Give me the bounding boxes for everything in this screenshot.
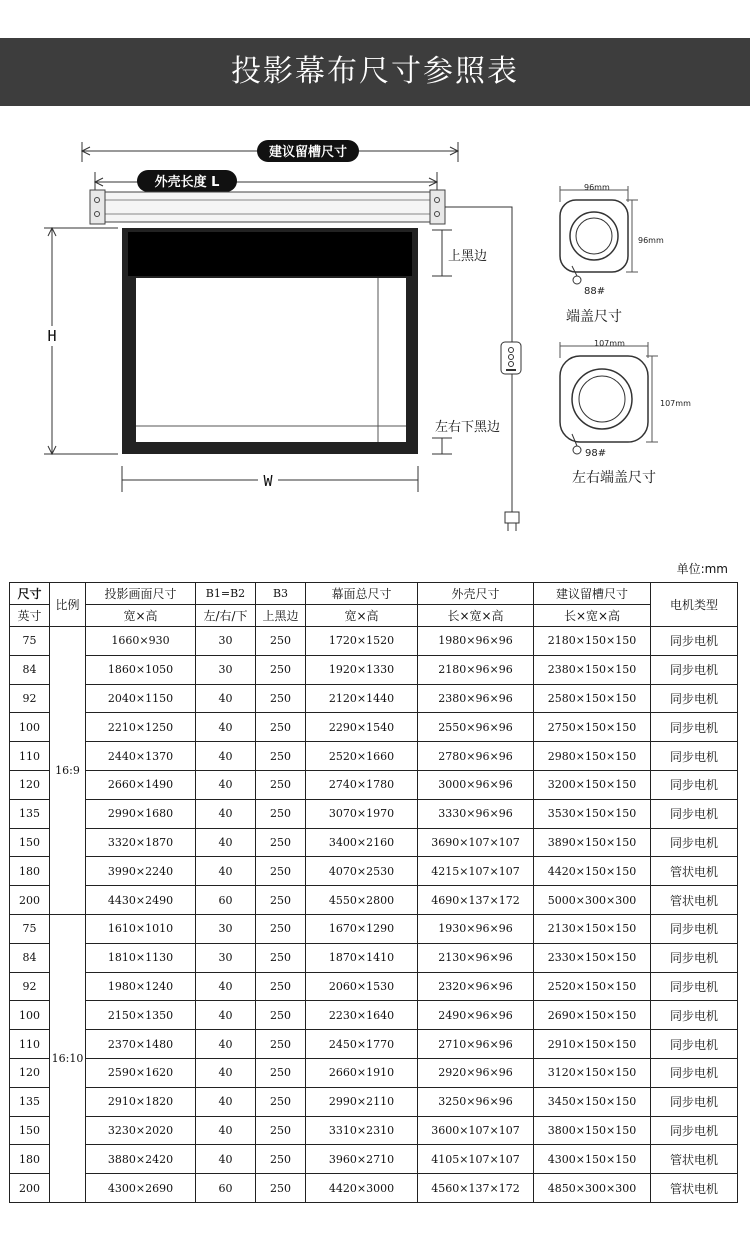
cell-motor: 同步电机 (651, 655, 738, 684)
cell-inch: 92 (10, 684, 50, 713)
cell-inch: 200 (10, 1174, 50, 1203)
cap2-label: 左右端盖尺寸 (572, 470, 656, 486)
cell-total: 2660×1910 (306, 1058, 418, 1087)
plug-icon (505, 512, 519, 531)
header-b12: B1=B2 (196, 583, 256, 605)
cell-screen: 3880×2420 (86, 1145, 196, 1174)
cell-inch: 100 (10, 713, 50, 742)
screen-size-table (9, 582, 738, 1203)
header-screen-sub: 宽×高 (86, 605, 196, 627)
slot-label: 建议留槽尺寸 (268, 145, 348, 160)
cell-housing: 2130×96×96 (418, 943, 534, 972)
cell-total: 1720×1520 (306, 627, 418, 656)
header-b12-sub: 左/右/下 (196, 605, 256, 627)
cell-inch: 100 (10, 1001, 50, 1030)
remote-controller-icon (501, 342, 521, 374)
cell-slot: 3890×150×150 (534, 828, 651, 857)
cell-b3: 250 (256, 627, 306, 656)
cap2-width-label: 107mm (594, 339, 625, 348)
cell-b3: 250 (256, 684, 306, 713)
cell-housing: 2920×96×96 (418, 1058, 534, 1087)
cell-inch: 110 (10, 1030, 50, 1059)
cell-inch: 84 (10, 655, 50, 684)
table-row (10, 828, 738, 857)
cell-total: 2120×1440 (306, 684, 418, 713)
cell-b3: 250 (256, 1145, 306, 1174)
cell-housing: 1930×96×96 (418, 914, 534, 943)
cell-screen: 2440×1370 (86, 742, 196, 771)
cell-motor: 同步电机 (651, 770, 738, 799)
cell-screen: 2910×1820 (86, 1087, 196, 1116)
table-row (10, 1058, 738, 1087)
table-row (10, 684, 738, 713)
cell-b12: 30 (196, 655, 256, 684)
header-total-sub: 宽×高 (306, 605, 418, 627)
cell-motor: 管状电机 (651, 1174, 738, 1203)
cell-slot: 2750×150×150 (534, 713, 651, 742)
cell-b3: 250 (256, 713, 306, 742)
cell-total: 2740×1780 (306, 770, 418, 799)
cell-inch: 120 (10, 770, 50, 799)
cell-total: 3400×2160 (306, 828, 418, 857)
cell-b3: 250 (256, 799, 306, 828)
cell-b3: 250 (256, 828, 306, 857)
screen-housing (90, 190, 445, 224)
cell-b12: 40 (196, 1116, 256, 1145)
table-row (10, 914, 738, 943)
cell-housing: 2710×96×96 (418, 1030, 534, 1059)
cell-slot: 4420×150×150 (534, 857, 651, 886)
table-subheader-row (10, 605, 738, 627)
cell-motor: 同步电机 (651, 713, 738, 742)
cell-housing: 3600×107×107 (418, 1116, 534, 1145)
cell-housing: 2320×96×96 (418, 972, 534, 1001)
cell-total: 2290×1540 (306, 713, 418, 742)
cell-screen: 2990×1680 (86, 799, 196, 828)
cell-b3: 250 (256, 857, 306, 886)
cell-housing: 3250×96×96 (418, 1087, 534, 1116)
cell-screen: 3320×1870 (86, 828, 196, 857)
cap2-code: 98# (585, 448, 607, 459)
table-row (10, 742, 738, 771)
cell-b12: 40 (196, 972, 256, 1001)
screen-fabric (122, 228, 418, 454)
cell-screen: 2040×1150 (86, 684, 196, 713)
header-inch: 英寸 (10, 605, 50, 627)
cell-housing: 3330×96×96 (418, 799, 534, 828)
table-row (10, 1087, 738, 1116)
cell-b3: 250 (256, 1174, 306, 1203)
cell-b12: 40 (196, 799, 256, 828)
cell-motor: 管状电机 (651, 857, 738, 886)
cell-b3: 250 (256, 1116, 306, 1145)
cell-screen: 2150×1350 (86, 1001, 196, 1030)
table-row (10, 713, 738, 742)
cell-screen: 4430×2490 (86, 886, 196, 915)
header-screen: 投影画面尺寸 (86, 583, 196, 605)
cell-inch: 75 (10, 914, 50, 943)
cell-b12: 40 (196, 857, 256, 886)
cell-housing: 1980×96×96 (418, 627, 534, 656)
cell-housing: 2780×96×96 (418, 742, 534, 771)
cell-housing: 4690×137×172 (418, 886, 534, 915)
cell-motor: 同步电机 (651, 1087, 738, 1116)
cell-b12: 40 (196, 1087, 256, 1116)
side-black-dimension (432, 438, 452, 454)
cell-slot: 3200×150×150 (534, 770, 651, 799)
cell-b3: 250 (256, 972, 306, 1001)
cell-screen: 3990×2240 (86, 857, 196, 886)
cell-inch: 84 (10, 943, 50, 972)
header-motor: 电机类型 (651, 583, 738, 627)
header-slot-sub: 长×宽×高 (534, 605, 651, 627)
cell-total: 4550×2800 (306, 886, 418, 915)
cell-slot: 5000×300×300 (534, 886, 651, 915)
cell-screen: 4300×2690 (86, 1174, 196, 1203)
cell-total: 2990×2110 (306, 1087, 418, 1116)
page-title: 投影幕布尺寸参照表 (0, 38, 750, 106)
cell-motor: 同步电机 (651, 1001, 738, 1030)
table-row (10, 627, 738, 656)
cell-total: 1870×1410 (306, 943, 418, 972)
side-black-label: 左右下黑边 (435, 420, 501, 435)
cell-slot: 2330×150×150 (534, 943, 651, 972)
cell-motor: 同步电机 (651, 799, 738, 828)
table-row (10, 943, 738, 972)
cell-b12: 60 (196, 1174, 256, 1203)
cell-housing: 2380×96×96 (418, 684, 534, 713)
header-housing-sub: 长×宽×高 (418, 605, 534, 627)
cell-inch: 150 (10, 1116, 50, 1145)
cell-motor: 同步电机 (651, 684, 738, 713)
cell-screen: 1860×1050 (86, 655, 196, 684)
cell-inch: 200 (10, 886, 50, 915)
cell-screen: 2210×1250 (86, 713, 196, 742)
cell-b12: 40 (196, 1001, 256, 1030)
table-row (10, 1116, 738, 1145)
cell-motor: 同步电机 (651, 828, 738, 857)
cell-motor: 同步电机 (651, 972, 738, 1001)
cell-total: 1670×1290 (306, 914, 418, 943)
cap1-height-label: 96mm (638, 236, 664, 245)
cell-b3: 250 (256, 1058, 306, 1087)
cell-screen: 1610×1010 (86, 914, 196, 943)
table-row (10, 1145, 738, 1174)
cell-b12: 40 (196, 713, 256, 742)
cell-inch: 150 (10, 828, 50, 857)
end-cap-88-drawing (560, 186, 638, 284)
cell-inch: 180 (10, 1145, 50, 1174)
table-row (10, 655, 738, 684)
cell-motor: 同步电机 (651, 1116, 738, 1145)
cap1-width-label: 96mm (584, 183, 610, 192)
cell-housing: 4105×107×107 (418, 1145, 534, 1174)
cell-ratio: 16:10 (50, 914, 86, 1202)
cell-b3: 250 (256, 886, 306, 915)
cell-total: 3960×2710 (306, 1145, 418, 1174)
table-row (10, 886, 738, 915)
cell-total: 2520×1660 (306, 742, 418, 771)
cell-inch: 180 (10, 857, 50, 886)
cell-b12: 40 (196, 770, 256, 799)
cell-motor: 管状电机 (651, 886, 738, 915)
cell-housing: 2180×96×96 (418, 655, 534, 684)
header-ratio: 比例 (50, 583, 86, 627)
cell-total: 3310×2310 (306, 1116, 418, 1145)
cell-b12: 40 (196, 684, 256, 713)
cell-b3: 250 (256, 943, 306, 972)
cell-inch: 120 (10, 1058, 50, 1087)
cell-housing: 3690×107×107 (418, 828, 534, 857)
cap1-label: 端盖尺寸 (566, 309, 622, 325)
cell-slot: 3450×150×150 (534, 1087, 651, 1116)
cell-inch: 135 (10, 1087, 50, 1116)
cell-screen: 1810×1130 (86, 943, 196, 972)
cell-inch: 92 (10, 972, 50, 1001)
cell-housing: 3000×96×96 (418, 770, 534, 799)
header-b3-sub: 上黑边 (256, 605, 306, 627)
cell-screen: 1980×1240 (86, 972, 196, 1001)
table-row (10, 972, 738, 1001)
cell-total: 2230×1640 (306, 1001, 418, 1030)
cell-slot: 2580×150×150 (534, 684, 651, 713)
header-housing: 外壳尺寸 (418, 583, 534, 605)
cell-motor: 同步电机 (651, 1030, 738, 1059)
cell-motor: 同步电机 (651, 627, 738, 656)
cell-motor: 同步电机 (651, 1058, 738, 1087)
cell-screen: 1660×930 (86, 627, 196, 656)
cell-slot: 2910×150×150 (534, 1030, 651, 1059)
top-black-label: 上黑边 (448, 249, 488, 264)
cell-b3: 250 (256, 1087, 306, 1116)
cap2-height-label: 107mm (660, 399, 691, 408)
cell-b12: 40 (196, 828, 256, 857)
header-size: 尺寸 (10, 583, 50, 605)
table-row (10, 799, 738, 828)
unit-label: 单位:mm (676, 562, 728, 576)
cell-b3: 250 (256, 1001, 306, 1030)
cell-slot: 3120×150×150 (534, 1058, 651, 1087)
cell-total: 2450×1770 (306, 1030, 418, 1059)
cell-slot: 2980×150×150 (534, 742, 651, 771)
cell-housing: 2550×96×96 (418, 713, 534, 742)
cell-screen: 2590×1620 (86, 1058, 196, 1087)
table-header-row (10, 583, 738, 605)
cell-slot: 4850×300×300 (534, 1174, 651, 1203)
table-row (10, 770, 738, 799)
cell-total: 1920×1330 (306, 655, 418, 684)
cell-ratio: 16:9 (50, 627, 86, 915)
cell-total: 3070×1970 (306, 799, 418, 828)
cell-slot: 2180×150×150 (534, 627, 651, 656)
cell-b12: 60 (196, 886, 256, 915)
cell-b3: 250 (256, 770, 306, 799)
cell-b12: 30 (196, 943, 256, 972)
cell-slot: 2690×150×150 (534, 1001, 651, 1030)
cell-b12: 40 (196, 1145, 256, 1174)
cell-motor: 同步电机 (651, 742, 738, 771)
table-row (10, 1030, 738, 1059)
cell-slot: 3530×150×150 (534, 799, 651, 828)
cell-total: 4070×2530 (306, 857, 418, 886)
cell-screen: 2660×1490 (86, 770, 196, 799)
cell-housing: 4560×137×172 (418, 1174, 534, 1203)
cell-b3: 250 (256, 742, 306, 771)
cell-motor: 管状电机 (651, 1145, 738, 1174)
height-label: H (47, 327, 57, 345)
cell-motor: 同步电机 (651, 914, 738, 943)
cell-total: 4420×3000 (306, 1174, 418, 1203)
header-b3: B3 (256, 583, 306, 605)
table-row (10, 1001, 738, 1030)
cap1-code: 88# (584, 286, 606, 297)
cell-slot: 2520×150×150 (534, 972, 651, 1001)
table-row (10, 1174, 738, 1203)
table-row (10, 857, 738, 886)
end-cap-98-drawing (560, 342, 658, 454)
cell-housing: 2490×96×96 (418, 1001, 534, 1030)
cell-b12: 30 (196, 627, 256, 656)
cell-b3: 250 (256, 914, 306, 943)
cell-b3: 250 (256, 655, 306, 684)
cell-total: 2060×1530 (306, 972, 418, 1001)
cell-screen: 2370×1480 (86, 1030, 196, 1059)
cell-motor: 同步电机 (651, 943, 738, 972)
cell-screen: 3230×2020 (86, 1116, 196, 1145)
cell-b12: 40 (196, 742, 256, 771)
cell-housing: 4215×107×107 (418, 857, 534, 886)
cell-slot: 2380×150×150 (534, 655, 651, 684)
cell-b12: 40 (196, 1030, 256, 1059)
screen-dimension-diagram (0, 120, 750, 540)
width-label: W (263, 472, 273, 490)
cell-inch: 75 (10, 627, 50, 656)
cell-slot: 3800×150×150 (534, 1116, 651, 1145)
cell-inch: 110 (10, 742, 50, 771)
header-slot: 建议留槽尺寸 (534, 583, 651, 605)
cell-inch: 135 (10, 799, 50, 828)
housing-label: 外壳长度 L (154, 175, 220, 190)
header-total: 幕面总尺寸 (306, 583, 418, 605)
cell-slot: 4300×150×150 (534, 1145, 651, 1174)
cell-b12: 30 (196, 914, 256, 943)
cell-slot: 2130×150×150 (534, 914, 651, 943)
cell-b12: 40 (196, 1058, 256, 1087)
cell-b3: 250 (256, 1030, 306, 1059)
